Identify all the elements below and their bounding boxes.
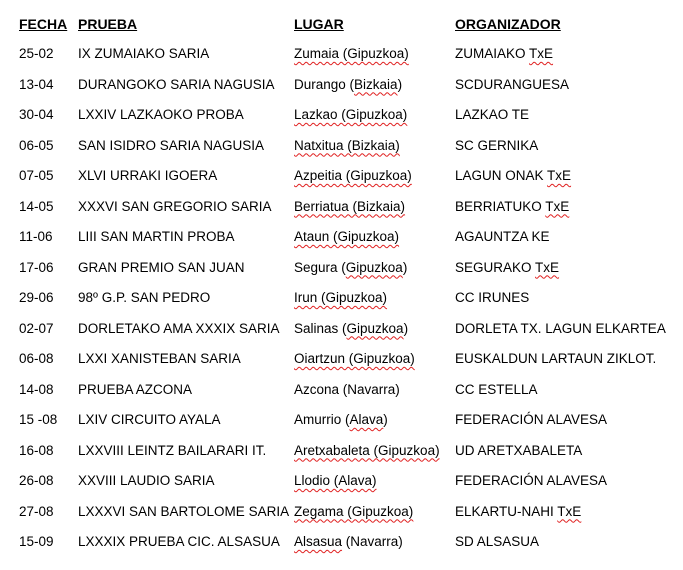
lugar-cell (294, 199, 405, 214)
organizador-cell (455, 138, 538, 153)
prueba-cell: SAN ISIDRO SARIA NAGUSIA (78, 137, 265, 153)
prueba-cell: DORLETAKO AMA XXXIX SARIA (78, 320, 280, 336)
table-row (0, 107, 683, 129)
organizador-cell (455, 229, 550, 244)
fecha-cell: 14-08 (19, 381, 54, 397)
organizador-text: TxE (547, 168, 572, 183)
lugar-text: Segura ( (294, 259, 346, 275)
lugar-text: Irun (Gipuzkoa) (294, 290, 388, 305)
organizador-cell (455, 260, 559, 275)
organizador-text: UD ARETXABALETA (455, 442, 583, 458)
organizador-cell (455, 382, 538, 397)
prueba-cell: XXXVI SAN GREGORIO SARIA (78, 198, 272, 214)
fecha-cell: 26-08 (19, 473, 54, 488)
organizador-text: EUSKALDUN LARTAUN ZIKLOT. (455, 351, 657, 366)
lugar-text: Oiartzun (Gipuzkoa) (294, 351, 415, 366)
organizador-text: SEGURAKO (455, 259, 536, 275)
lugar-cell (294, 534, 403, 549)
fecha-cell: 27-08 (19, 503, 54, 519)
prueba-cell: PRUEBA AZCONA (78, 381, 193, 397)
lugar-cell (294, 138, 400, 153)
table-row (0, 229, 683, 251)
organizador-cell (455, 504, 581, 519)
lugar-cell (294, 290, 387, 305)
lugar-text: ) (403, 320, 409, 336)
lugar-text: Gipuzkoa (346, 320, 404, 336)
prueba-cell: LIII SAN MARTIN PROBA (78, 229, 235, 244)
fecha-cell: 14-05 (19, 198, 54, 214)
lugar-cell (294, 412, 388, 427)
organizador-cell (455, 77, 569, 92)
prueba-cell: LXIV CIRCUITO AYALA (78, 412, 221, 427)
fecha-cell: 15 -08 (19, 412, 58, 427)
organizador-cell (455, 321, 666, 336)
table-row (0, 199, 683, 221)
prueba-cell: XLVI URRAKI IGOERA (78, 168, 218, 183)
organizador-text: SD ALSASUA (455, 534, 540, 549)
lugar-cell (294, 321, 408, 336)
lugar-text: Alsasua (294, 534, 343, 549)
fecha-cell: 13-04 (19, 76, 54, 92)
prueba-cell: 98º G.P. SAN PEDRO (78, 290, 211, 305)
fecha-cell: 25-02 (19, 46, 54, 61)
prueba-cell: XXVIII LAUDIO SARIA (78, 473, 215, 488)
table-row (0, 504, 683, 526)
prueba-cell: GRAN PREMIO SAN JUAN (78, 259, 245, 275)
lugar-cell (294, 229, 399, 244)
organizador-cell (455, 473, 607, 488)
organizador-cell (455, 199, 569, 214)
fecha-cell: 11-06 (19, 229, 53, 244)
organizador-cell (455, 534, 539, 549)
lugar-text: Ataun (Gipuzkoa) (294, 229, 400, 244)
table-row (0, 321, 683, 343)
prueba-cell: IX ZUMAIAKO SARIA (78, 46, 210, 61)
organizador-text: ZUMAIAKO (455, 46, 530, 61)
prueba-cell: LXXVIII LEINTZ BAILARARI IT. (78, 442, 267, 458)
organizador-text: BERRIATUKO (455, 198, 546, 214)
fecha-cell: 29-06 (19, 290, 54, 305)
lugar-text: Zumaia (Gipuzkoa) (294, 46, 409, 61)
organizador-cell (455, 351, 656, 366)
header-prueba: PRUEBA (78, 16, 138, 32)
organizador-text: CC IRUNES (455, 290, 530, 305)
lugar-text: Azpeitia (Gipuzkoa) (294, 168, 412, 183)
lugar-text: Bizkaia (354, 76, 398, 92)
table-row (0, 473, 683, 495)
organizador-text: LAGUN ONAK (455, 168, 548, 183)
table-row (0, 351, 683, 373)
lugar-cell (294, 107, 407, 122)
organizador-text: SCDURANGUESA (455, 76, 570, 92)
lugar-text: ) (383, 412, 388, 427)
lugar-cell (294, 382, 400, 397)
lugar-cell (294, 351, 415, 366)
table-row (0, 534, 683, 556)
lugar-text: Salinas ( (294, 320, 347, 336)
prueba-cell: LXXI XANISTEBAN SARIA (78, 351, 241, 366)
fecha-cell: 17-06 (19, 259, 54, 275)
fecha-cell: 16-08 (19, 442, 54, 458)
organizador-text: FEDERACIÓN ALAVESA (455, 412, 608, 427)
fecha-cell: 02-07 (19, 320, 54, 336)
lugar-text: Amurrio ( (294, 412, 350, 427)
table-row (0, 138, 683, 160)
organizador-text: TxE (545, 198, 570, 214)
organizador-text: TxE (535, 259, 560, 275)
lugar-text: Azcona (Navarra) (294, 381, 400, 397)
organizador-cell (455, 168, 571, 183)
lugar-cell (294, 260, 407, 275)
lugar-cell (294, 504, 413, 519)
table-row (0, 290, 683, 312)
table-row (0, 77, 683, 99)
organizador-text: TxE (529, 46, 554, 61)
organizador-text: FEDERACIÓN ALAVESA (455, 473, 608, 488)
lugar-text: (Navarra) (342, 534, 403, 549)
organizador-text: ELKARTU-NAHI (455, 503, 558, 519)
lugar-text: Alava (349, 412, 384, 427)
lugar-text: ) (397, 76, 403, 92)
organizador-text: DORLETA TX. LAGUN ELKARTEA (455, 320, 666, 336)
lugar-text: Llodio (Alava) (294, 473, 377, 488)
lugar-cell (294, 46, 409, 61)
table-row (0, 382, 683, 404)
organizador-cell (455, 107, 529, 122)
header-fecha: FECHA (19, 16, 68, 32)
prueba-cell: LXXXVI SAN BARTOLOME SARIA (78, 503, 290, 519)
lugar-cell (294, 443, 440, 458)
table-row (0, 260, 683, 282)
prueba-cell: LXXIV LAZKAOKO PROBA (78, 107, 244, 122)
table-row (0, 443, 683, 465)
lugar-text: Lazkao (Gipuzkoa) (294, 107, 408, 122)
table-row (0, 46, 683, 68)
organizador-text: CC ESTELLA (455, 381, 538, 397)
fecha-cell: 30-04 (19, 107, 54, 122)
organizador-cell (455, 412, 607, 427)
table-row (0, 412, 683, 434)
organizador-text: LAZKAO TE (455, 107, 530, 122)
lugar-text: ) (402, 259, 408, 275)
organizador-cell (455, 443, 582, 458)
header-lugar: LUGAR (294, 16, 344, 32)
organizador-text: SC GERNIKA (455, 137, 539, 153)
lugar-text: Durango ( (294, 76, 355, 92)
organizador-cell (455, 46, 553, 61)
lugar-text: Zegama (Gipuzkoa) (294, 503, 414, 519)
lugar-cell (294, 77, 402, 92)
fecha-cell: 06-08 (19, 351, 54, 366)
fecha-cell: 07-05 (19, 168, 54, 183)
header-organizador: ORGANIZADOR (455, 16, 561, 32)
table-row (0, 168, 683, 190)
lugar-text: Berriatua (Bizkaia) (294, 198, 406, 214)
lugar-cell (294, 168, 412, 183)
lugar-text: Natxitua (Bizkaia) (294, 137, 400, 153)
organizador-text: AGAUNTZA KE (455, 229, 550, 244)
lugar-text: Aretxabaleta (Gipuzkoa) (294, 442, 440, 458)
prueba-cell: DURANGOKO SARIA NAGUSIA (78, 76, 275, 92)
prueba-cell: LXXXIX PRUEBA CIC. ALSASUA (78, 534, 280, 549)
lugar-text: Gipuzkoa (345, 259, 403, 275)
organizador-cell (455, 290, 529, 305)
lugar-cell (294, 473, 377, 488)
organizador-text: TxE (557, 503, 582, 519)
fecha-cell: 15-09 (19, 534, 54, 549)
fecha-cell: 06-05 (19, 137, 54, 153)
